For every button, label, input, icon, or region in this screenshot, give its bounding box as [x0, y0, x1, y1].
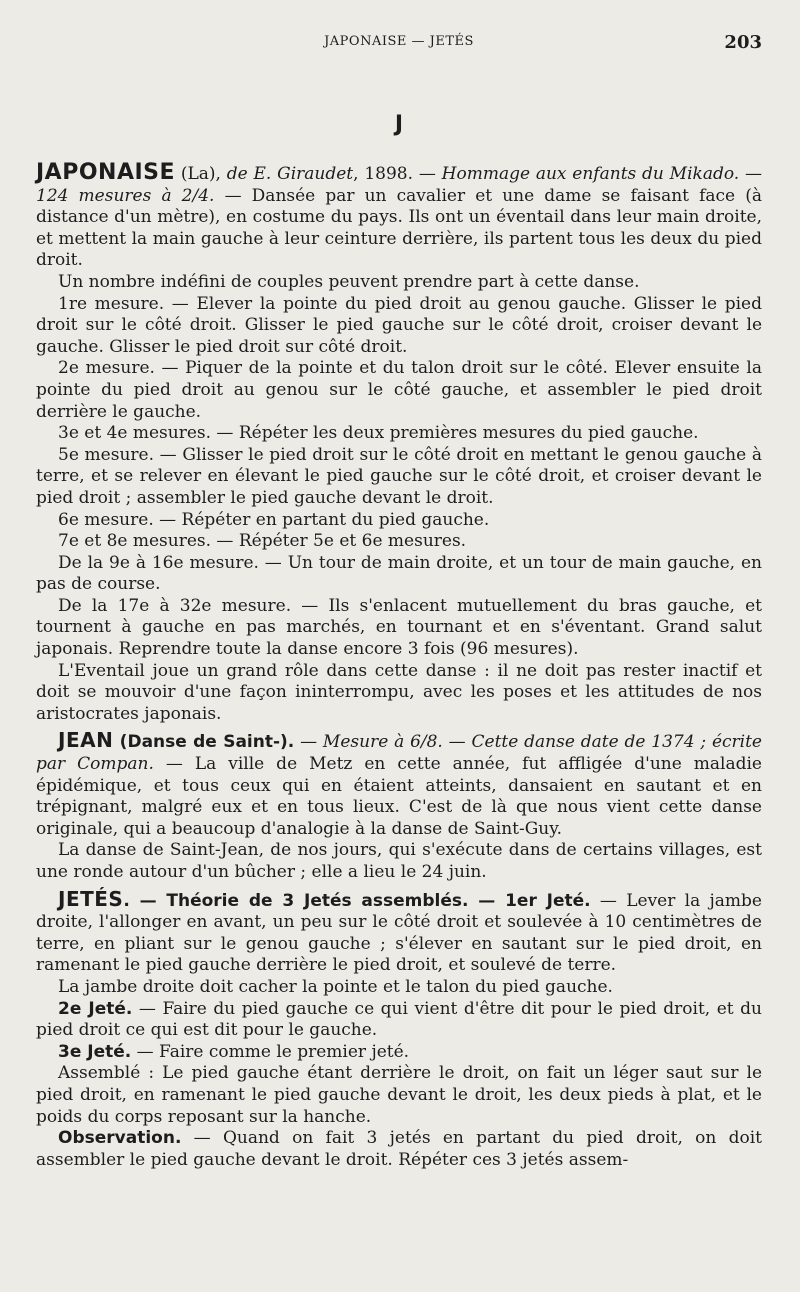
- paragraph: 7e et 8e mesures. — Répéter 5e et 6e mesures.: [58, 531, 467, 552]
- paragraph: De la 9e à 16e mesure. — Un tour de main droite, et un tour de main gauche, en pas de course.: [36, 552, 762, 595]
- page-header: [36, 34, 762, 58]
- entry-jetes-intro: JETÉS. — Théorie de 3 Jetés assemblés. — 1er Jeté. — Lever la jambe droite, l'allonger en avant, un peu sur le côté droit et soulevée à 10 centimètres de terre, en pliant sur le genou gauche ; s'élever en sautant sur le pied droit, en ramenant le pied gauche derrière le pied droit, et soulevé de terre.: [36, 886, 762, 976]
- paragraph: Un nombre indéfini de couples peuvent prendre part à cette danse.: [58, 271, 640, 292]
- paragraph: L'Eventail joue un grand rôle dans cette danse : il ne doit pas rester inactif et doit se mouvoir d'une façon ininterrompu, avec les poses et les attitudes de nos aristocrates japonais.: [36, 660, 762, 724]
- paragraph: 3e et 4e mesures. — Répéter les deux premières mesures du pied gauche.: [58, 423, 699, 444]
- paragraph: 1re mesure. — Elever la pointe du pied droit au genou gauche. Glisser le pied droit sur le côté droit. Glisser le pied gauche sur le côté droit, croiser devant le gauche. Glisser le pied droit sur côté droit.: [36, 293, 762, 357]
- paragraph: De la 17e à 32e mesure. — Ils s'enlacent mutuellement du bras gauche, et tournent à gauche en pas marchés, en tournant et en s'éventant. Grand salut japonais. Reprendre toute la danse encore 3 fois (96 mesures).: [36, 595, 762, 660]
- paragraph: La jambe droite doit cacher la pointe et le talon du pied gauche.: [58, 976, 613, 997]
- running-title: JAPONAISE — JETÉS: [324, 34, 474, 49]
- paragraph: 6e mesure. — Répéter en partant du pied gauche.: [58, 509, 490, 530]
- paragraph: Assemblé : Le pied gauche étant derrière le droit, on fait un léger saut sur le pied droit, en ramenant le pied gauche devant le droit, les deux pieds à plat, et le poids du corps reposant sur la hanche.: [36, 1063, 762, 1127]
- entry-heading: JAPONAISE: [36, 160, 176, 185]
- page-body: [36, 162, 762, 1171]
- section-letter: J: [394, 112, 404, 137]
- paragraph: Observation. — Quand on fait 3 jetés en partant du pied droit, on doit assembler le pied gauche devant le droit. Répéter ces 3 jetés assem-: [36, 1128, 762, 1170]
- entry-japonaise-intro: JAPONAISE (La), de E. Giraudet, 1898. — Hommage aux enfants du Mikado. — 124 mesures à 2/4. — Dansée par un cavalier et une dame se faisant face (à distance d'un mètre), en costume du pays. Ils ont un éventail dans leur main droite, et mettent la main gauche à leur ceinture derrière, ils partent tous les deux du pied droit.: [36, 160, 762, 271]
- entry-heading: JEAN: [58, 728, 114, 753]
- page-number: 203: [724, 32, 762, 53]
- paragraph: 2e mesure. — Piquer de la pointe et du talon droit sur le côté. Elever ensuite la pointe du pied droit au genou sur le côté gauche, et assembler le pied droit derrière le gauche.: [36, 358, 762, 422]
- entry-jean-intro: JEAN (Danse de Saint-). — Mesure à 6/8. — Cette danse date de 1374 ; écrite par Compan. — La ville de Metz en cette année, fut affligée d'une maladie épidémique, et tous ceux qui en étaient atteints, dansaient en sautant et en trépignant, malgré eux et en tous lieux. C'est de là que nous vient cette danse originale, qui a beaucoup d'analogie à la danse de Saint-Guy.: [36, 728, 762, 839]
- entry-heading: JETÉS: [58, 886, 124, 911]
- paragraph: 5e mesure. — Glisser le pied droit sur le côté droit en mettant le genou gauche à terre, et se relever en élevant le pied gauche sur le côté droit, et croiser devant le pied droit ; assembler le pied gauche devant le droit.: [36, 444, 762, 508]
- paragraph: 2e Jeté. — Faire du pied gauche ce qui vient d'être dit pour le pied droit, et du pied droit ce qui est dit pour le gauche.: [36, 998, 762, 1041]
- paragraph: 3e Jeté. — Faire comme le premier jeté.: [58, 1041, 410, 1062]
- paragraph: La danse de Saint-Jean, de nos jours, qui s'exécute dans de certains villages, est une ronde autour d'un bûcher ; elle a lieu le 24 juin.: [36, 840, 762, 882]
